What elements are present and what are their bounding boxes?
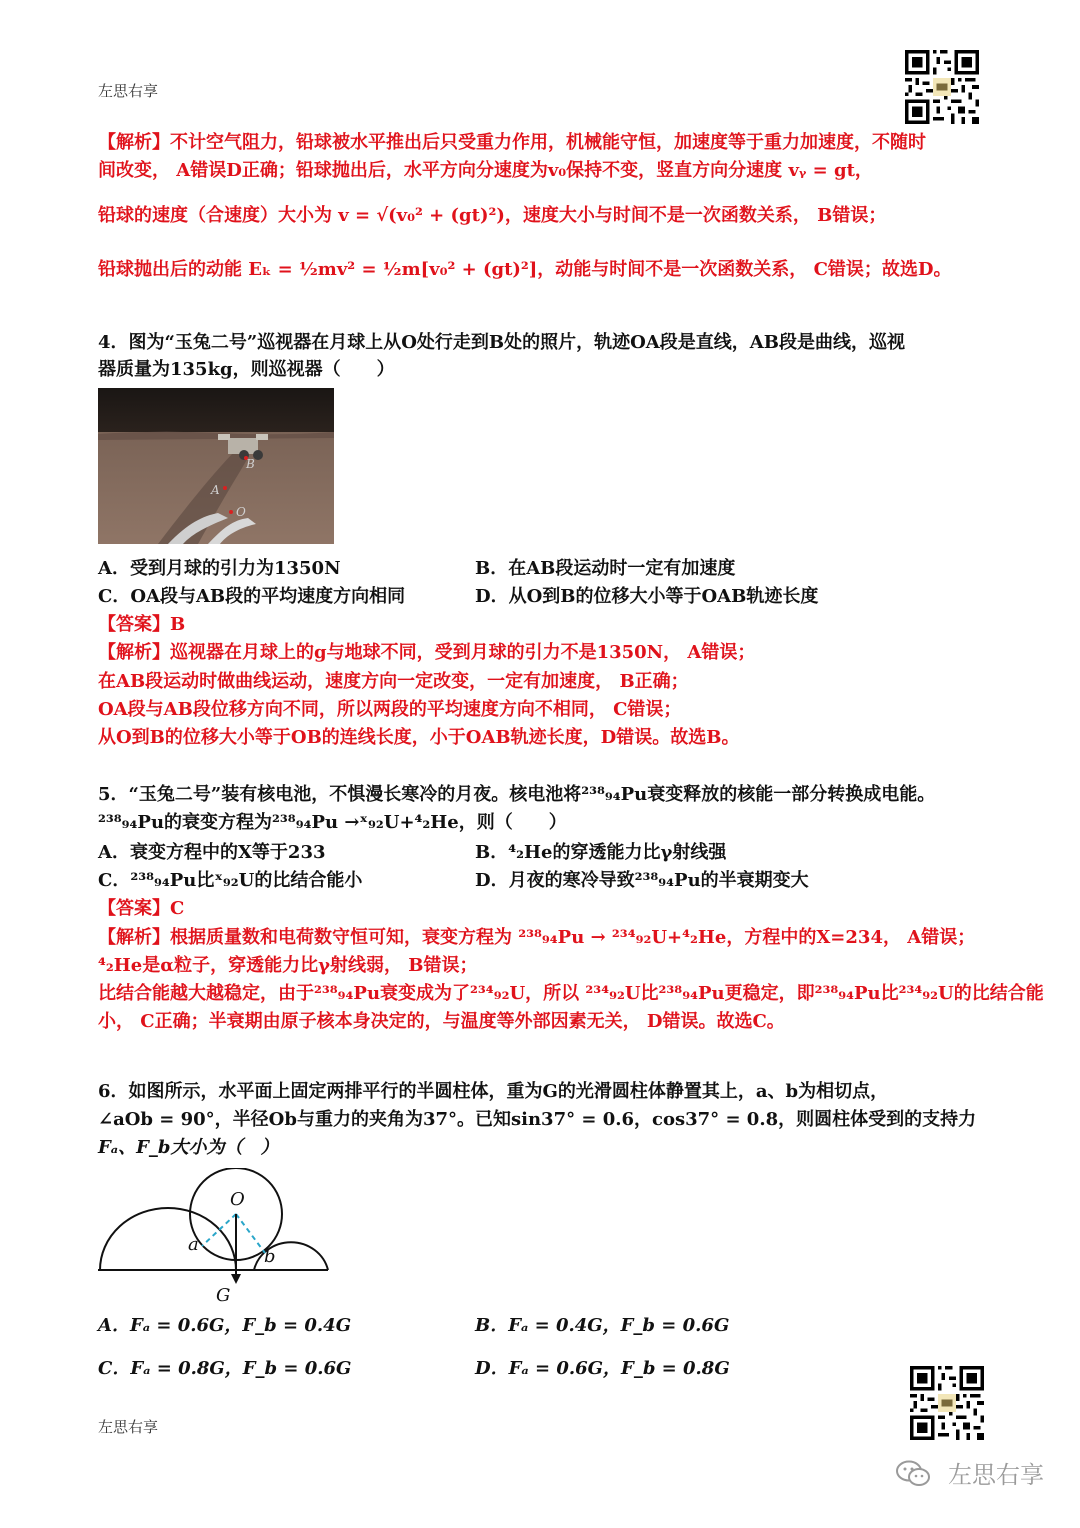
q5-option-a: A．衰变方程中的X等于233 (98, 842, 326, 863)
q6-option-b: B．Fₐ = 0.4G，F_b = 0.6G (475, 1315, 730, 1336)
q5-analysis-line: 小， C正确；半衰期由原子核本身决定的，与温度等外部因素无关， D错误。故选C。 (98, 1011, 785, 1032)
q4-option-c: C．OA段与AB段的平均速度方向相同 (98, 586, 406, 607)
q6-stem: 6．如图所示，水平面上固定两排平行的半圆柱体，重为G的光滑圆柱体静置其上，a、b为相切点， (98, 1081, 889, 1102)
qr-code-bottom (910, 1366, 984, 1440)
photo-label-o: O (236, 505, 246, 519)
diagram-label-b: b (264, 1246, 276, 1267)
q5-stem: ²³⁸₉₄Pu的衰变方程为²³⁸₉₄Pu →ˣ₉₂U+⁴₂He，则（ ） (98, 812, 567, 833)
q5-analysis-line: 比结合能越大越稳定，由于²³⁸₉₄Pu衰变成为了²³⁴₉₂U，所以 ²³⁴₉₂U比²³⁸₉₄Pu更稳定，即²³⁸₉₄Pu比²³⁴₉₂U的比结合能 (98, 983, 1044, 1004)
diagram-label-o: O (230, 1189, 245, 1210)
q6-option-c: C．Fₐ = 0.8G，F_b = 0.6G (98, 1358, 352, 1379)
q4-analysis-line: 在AB段运动时做曲线运动，速度方向一定改变，一定有加速度， B正确； (98, 671, 689, 692)
q6-stem: Fₐ、F_b大小为（ ） (98, 1137, 279, 1158)
q3-analysis-line: 铅球的速度（合速度）大小为 v = √(v₀² + (gt)²)，速度大小与时间不是一次函数关系， B错误； (98, 205, 887, 226)
q4-analysis-line: 从O到B的位移大小等于OB的连线长度，小于OAB轨迹长度，D错误。故选B。 (98, 727, 740, 748)
q5-option-b: B．⁴₂He的穿透能力比γ射线强 (475, 842, 727, 863)
qr-code-top (905, 50, 979, 124)
q6-option-a: A．Fₐ = 0.6G，F_b = 0.4G (98, 1315, 352, 1336)
q5-option-c: C．²³⁸₉₄Pu比ˣ₉₂U的比结合能小 (98, 870, 363, 891)
q5-stem: 5．“玉兔二号”装有核电池，不惧漫长寒冷的月夜。核电池将²³⁸₉₄Pu衰变释放的核能一部分转换成电能。 (98, 784, 936, 805)
q4-analysis-line: 【解析】巡视器在月球上的g与地球不同，受到月球的引力不是1350N， A错误； (98, 642, 756, 663)
q6-stem: ∠aOb = 90°，半径Ob与重力的夹角为37°。已知sin37° = 0.6，cos37° = 0.8，则圆柱体受到的支持力 (98, 1109, 977, 1130)
q3-analysis-line: 【解析】不计空气阻力，铅球被水平推出后只受重力作用，机械能守恒，加速度等于重力加速度，不随时 (98, 132, 926, 153)
q5-option-d: D．月夜的寒冷导致²³⁸₉₄Pu的半衰期变大 (475, 870, 809, 891)
q6-option-d: D．Fₐ = 0.6G，F_b = 0.8G (475, 1358, 730, 1379)
q4-answer: 【答案】B (98, 614, 186, 635)
q5-analysis-line: 【解析】根据质量数和电荷数守恒可知，衰变方程为 ²³⁸₉₄Pu → ²³⁴₉₂U+⁴₂He，方程中的X=234， A错误； (98, 927, 976, 948)
photo-label-a: A (211, 483, 220, 497)
q4-stem: 4．图为“玉兔二号”巡视器在月球上从O处行走到B处的照片，轨迹OA段是直线，AB段是曲线，巡视 (98, 332, 905, 353)
footer-brand: 左思右享 (98, 1418, 159, 1436)
watermark: 左思右享 (948, 1461, 1044, 1489)
q4-analysis-line: OA段与AB段位移方向不同，所以两段的平均速度方向不相同， C错误； (98, 699, 682, 720)
q3-analysis-line: 间改变， A错误D正确；铅球抛出后，水平方向分速度为v₀保持不变，竖直方向分速度 vᵧ = gt， (98, 160, 873, 181)
q4-option-d: D．从O到B的位移大小等于OAB轨迹长度 (475, 586, 819, 607)
q4-option-a: A．受到月球的引力为1350N (98, 558, 341, 579)
q5-analysis-line: ⁴₂He是α粒子，穿透能力比γ射线弱， B错误； (98, 955, 478, 976)
wechat-icon (896, 1460, 930, 1488)
photo-label-b: B (246, 457, 255, 471)
lunar-rover-photo (98, 388, 334, 544)
q4-option-b: B．在AB段运动时一定有加速度 (475, 558, 736, 579)
q3-analysis-line: 铅球抛出后的动能 Eₖ = ½mv² = ½m[v₀² + (gt)²]，动能与时间不是一次函数关系， C错误；故选D。 (98, 259, 952, 280)
diagram-label-a: a (188, 1234, 199, 1255)
diagram-label-g: G (216, 1285, 231, 1306)
cylinder-diagram (96, 1168, 336, 1308)
q5-answer: 【答案】C (98, 898, 185, 919)
header-brand: 左思右享 (98, 82, 159, 100)
q4-stem: 器质量为135kg，则巡视器（ ） (98, 359, 395, 380)
